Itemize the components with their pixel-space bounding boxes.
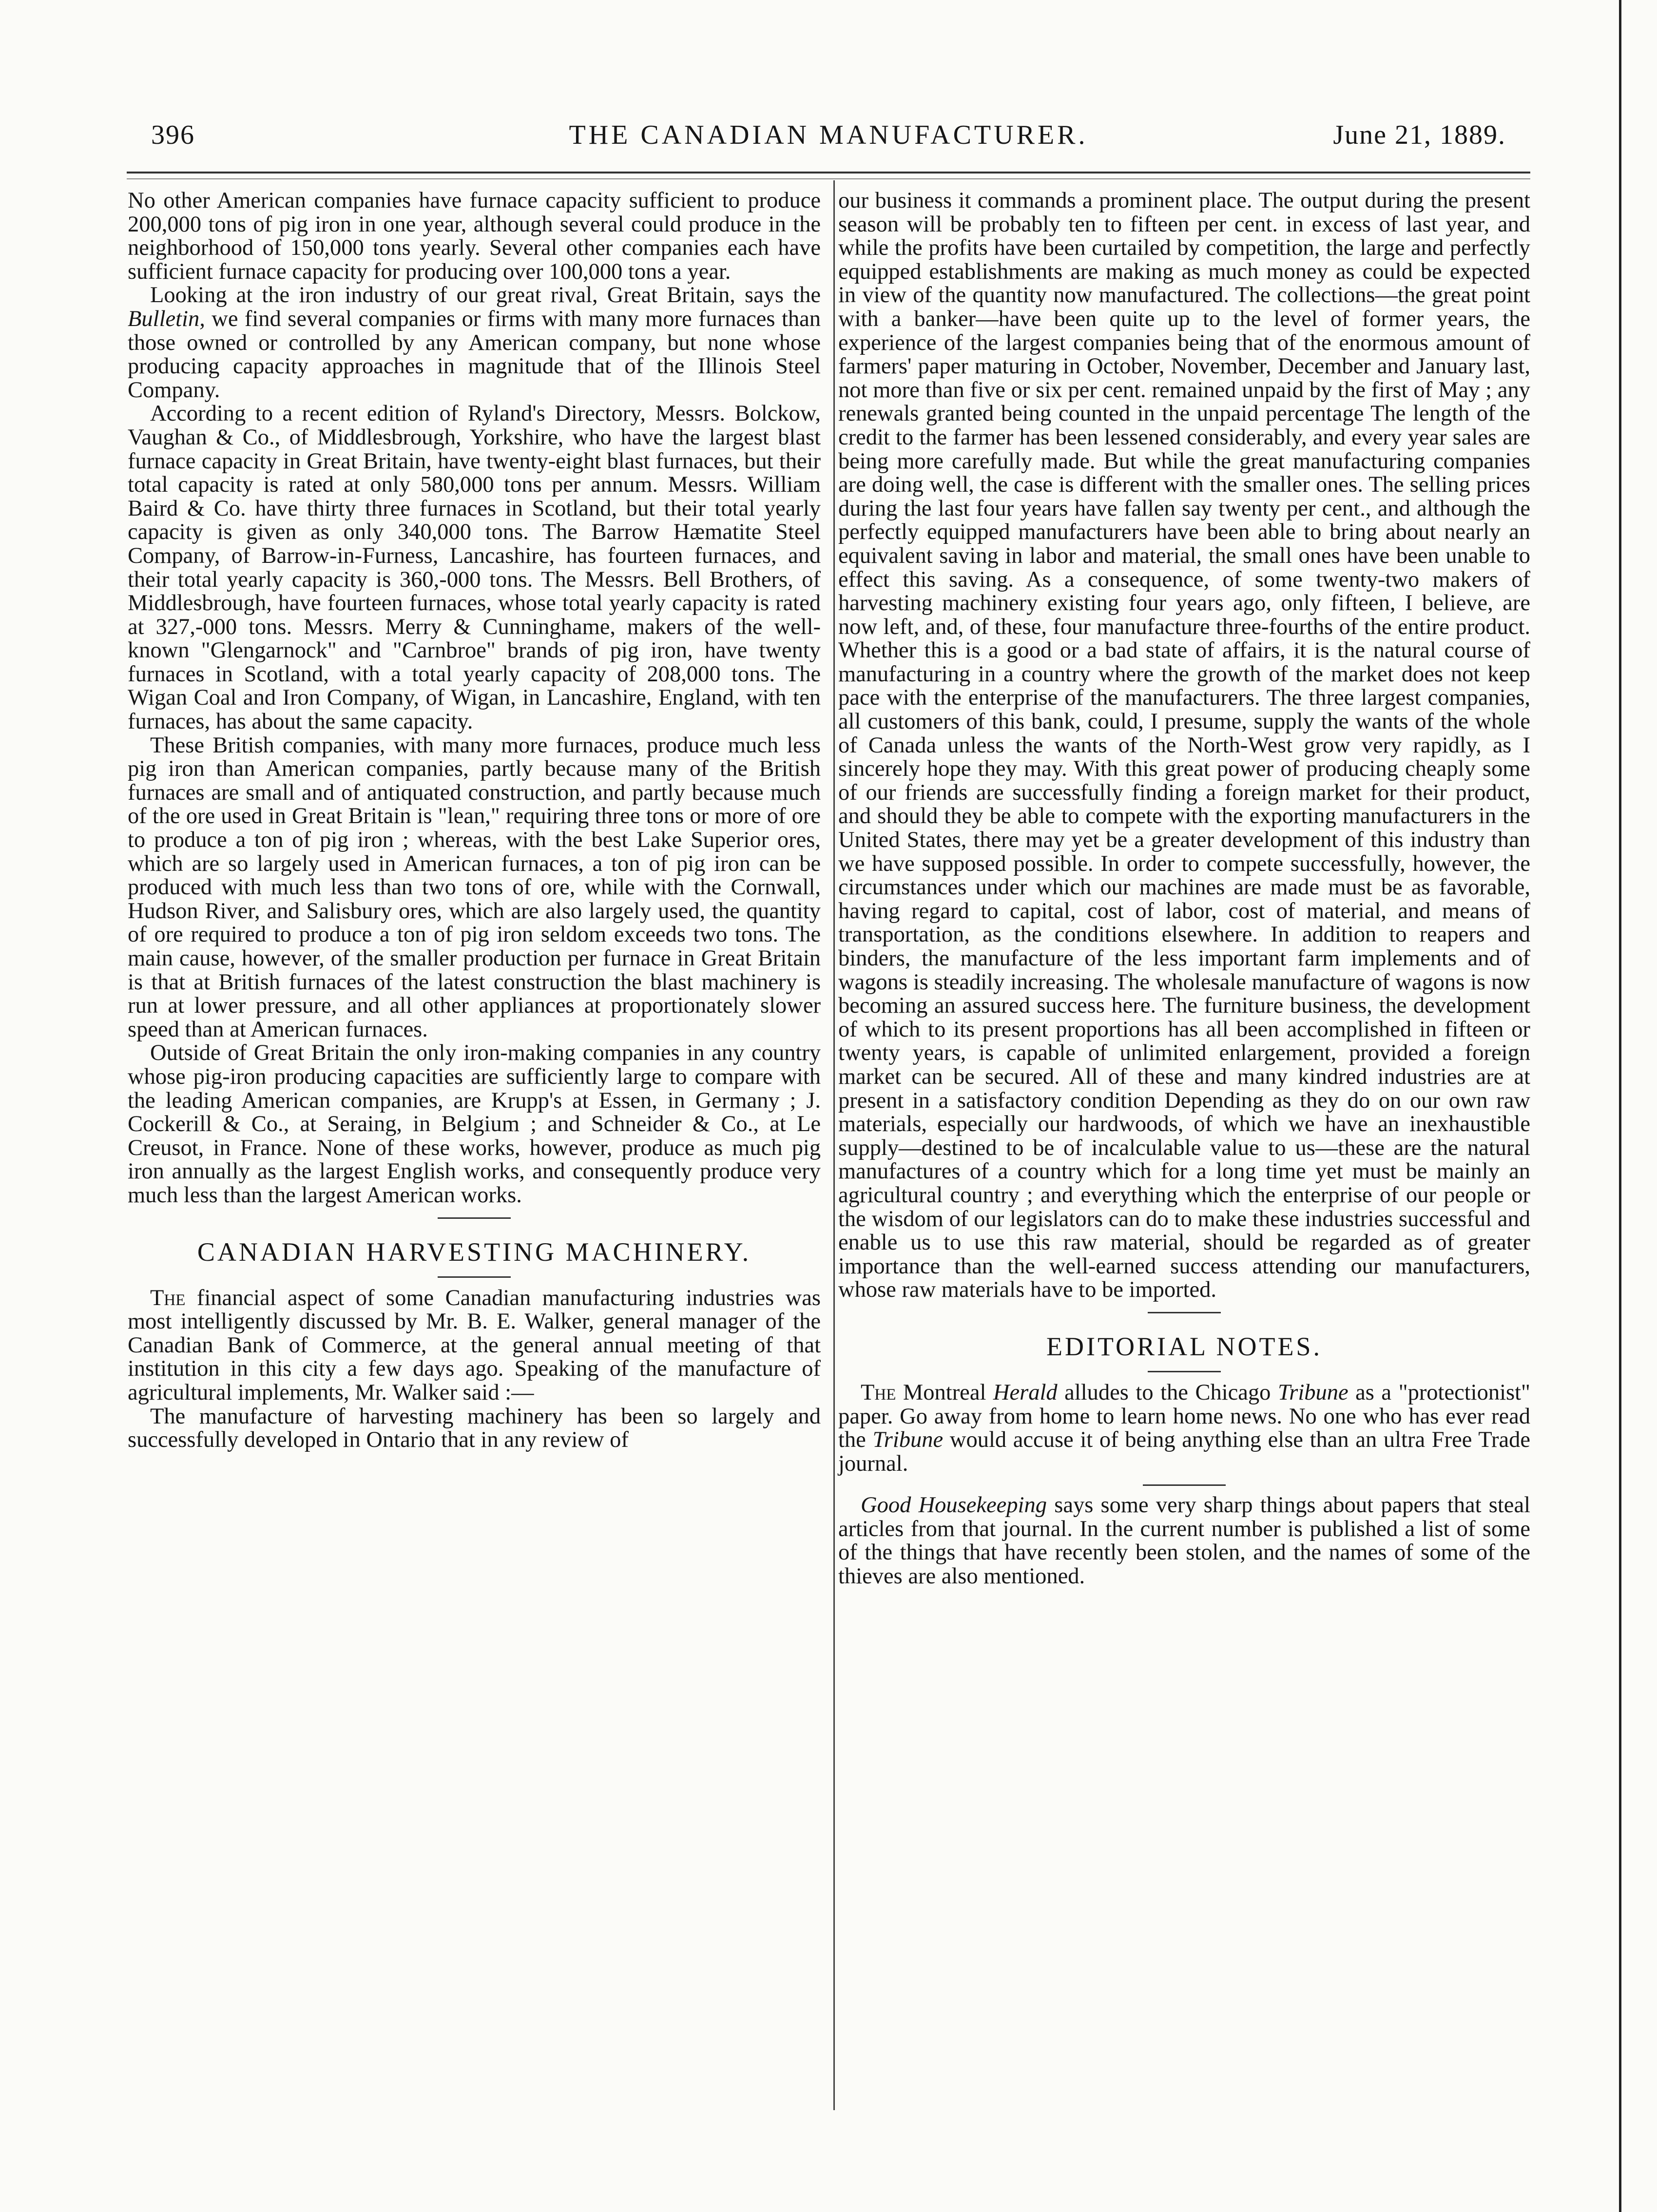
- lead-word: The: [861, 1380, 896, 1405]
- paragraph: Looking at the iron industry of our great rival, Great Britain, says the Bulletin, we find several companies or firms with many more furnaces than those owned or controlled by any American company, but none whose producing capacity approaches in magnitude that of the Illinois Steel Company.: [128, 283, 821, 403]
- paragraph: These British companies, with many more furnaces, produce much less pig iron than American companies, partly because many of the British furnaces are small and of antiquated construction, and partly because much of the ore used in Great Britain is "lean," requiring three tons or more of ore to produce a ton of pig iron ; whereas, with the best Lake Superior ores, which are so largely used in American furnaces, a ton of pig iron can be produced with much less than two tons of ore, while with the Cornwall, Hudson River, and Salisbury ores, which are also largely used, the quantity of ore required to produce a ton of pig iron seldom exceeds two tons. The main cause, however, of the smaller production per furnace in Great Britain is that at British furnaces of the latest construction the blast machinery is run at lower pressure, and all other appliances at proportionately slower speed than at American furnaces.: [128, 732, 821, 1042]
- editorial-note: The Montreal Herald alludes to the Chicago Tribune as a "protectionist" paper. Go away from home to learn home news. No one who has ever read the Tribune would accuse it of being anything else than an ultra Free Trade journal.: [838, 1380, 1531, 1476]
- section-title: CANADIAN HARVESTING MACHINERY.: [197, 1237, 751, 1267]
- page-edge: [1619, 0, 1621, 2212]
- left-column: [128, 189, 821, 1452]
- emphasis: Good Housekeeping: [861, 1493, 1047, 1518]
- lead-word: The: [150, 1285, 186, 1310]
- section-rule: [1148, 1371, 1221, 1372]
- paragraph: Outside of Great Britain the only iron-making companies in any country whose pig-iron producing capacities are sufficiently large to compare with the leading American companies, are Krupp's at Essen, in Germany ; J. Cockerill & Co., at Seraing, in Belgium ; and Schneider & Co., at Le Creusot, in France. None of these works, however, produce as much pig iron annually as the largest English works, and consequently produce very much less than the largest American works.: [128, 1040, 821, 1208]
- section-rule: [438, 1276, 511, 1278]
- header-rule-thin: [127, 178, 1530, 179]
- editorial-note: Good Housekeeping says some very sharp things about papers that steal articles from that journal. In the current number is published a list of some of the things that have recently been stolen, and the names of some of the thieves are also mentioned.: [838, 1493, 1531, 1589]
- paragraph: According to a recent edition of Ryland's Directory, Messrs. Bolckow, Vaughan & Co., of Middlesbrough, Yorkshire, who have the largest blast furnace capacity in Great Britain, have twenty-eight blast furnaces, but their total capacity is rated at only 580,000 tons per annum. Messrs. William Baird & Co. have thirty three furnaces in Scotland, but their total yearly capacity is given as only 340,000 tons. The Barrow Hæmatite Steel Company, of Barrow-in-Furness, Lancashire, has fourteen furnaces, and their total yearly capacity is 360,-000 tons. The Messrs. Bell Brothers, of Middlesbrough, have fourteen furnaces, whose total yearly capacity is rated at 327,-000 tons. Messrs. Merry & Cunninghame, makers of the well-known "Glengarnock" and "Carnbroe" brands of pig iron, have twenty furnaces in Scotland, with a total yearly capacity of 208,000 tons. The Wigan Coal and Iron Company, of Wigan, in Lancashire, England, with ten furnaces, has about the same capacity.: [128, 401, 821, 734]
- paragraph: The manufacture of harvesting machinery has been so largely and successfully developed in Ontario that in any review of: [128, 1404, 821, 1453]
- section-rule: [1148, 1312, 1221, 1313]
- note-separator: [1143, 1484, 1226, 1486]
- section-title: EDITORIAL NOTES.: [1046, 1331, 1322, 1361]
- emphasis: Bulletin,: [128, 306, 205, 331]
- paragraph: The financial aspect of some Canadian manufacturing industries was most intelligently discussed by Mr. B. E. Walker, general manager of the Canadian Bank of Commerce, at the general annual meeting of that institution in this city a few days ago. Speaking of the manufacture of agricultural implements, Mr. Walker said :—: [128, 1285, 821, 1405]
- right-column: [838, 189, 1530, 1589]
- column-divider: [833, 180, 835, 2110]
- paragraph: our business it commands a prominent place. The output during the present season will be probably ten to fifteen per cent. in excess of last year, and while the profits have been curtailed by competition, the large and perfectly equipped establishments are making as much money as could be expected in view of the quantity now manufactured. The collections—the great point with a banker—have been quite up to the level of former years, the experience of the largest companies being that of the enormous amount of farmers' paper maturing in October, November, December and January last, not more than five or six per cent. remained unpaid by the first of May ; any renewals granted being counted in the unpaid percentage The length of the credit to the farmer has been lessened considerably, and every year sales are being more carefully made. But while the great manufacturing companies are doing well, the case is different with the smaller ones. The selling prices during the last four years have fallen say twenty per cent., and although the perfectly equipped manufacturers have been able to bring about nearly an equivalent saving in labor and material, the small ones have been unable to effect this saving. As a consequence, of some twenty-two makers of harvesting machinery existing four years ago, only fifteen, I believe, are now left, and, of these, four manufacture three-fourths of the entire product. Whether this is a good or a bad state of affairs, it is the natural course of manufacturing in a country where the growth of the market does not keep pace with the enterprise of the manufacturers. The three largest companies, all customers of this bank, could, I presume, supply the wants of the whole of Canada unless the wants of the North-West grow very rapidly, as I sincerely hope they may. With this great power of producing cheaply some of our friends are successfully finding a foreign market for their product, and should they be able to compete with the exporting manufacturers in the United States, there may yet be a greater development of this industry than we have supposed possible. In order to compete successfully, however, the circumstances under which our machines are made must be as favorable, having regard to capital, cost of labor, cost of material, and means of transportation, as the conditions elsewhere. In addition to reapers and binders, the manufacture of the less important farm implements and of wagons is steadily increasing. The wholesale manufacture of wagons is now becoming an assured success here. The furniture business, the development of which to its present proportions has all been accomplished in fifteen or twenty years, is capable of unlimited enlargement, provided a foreign market can be secured. All of these and many kindred industries are at present in a satisfactory condition Depending as they do on our own raw materials, especially our hardwoods, of which we have an inexhaustible supply—destined to be of incalculable value to us—these are the natural manufactures of a country which for a long time yet must be mainly an agricultural country ; and everything which the enterprise of our people or the wisdom of our legislators can do to make these industries successful and enable us to use this raw material, should be regarded as of greater importance than the well-earned success attending our manufacturers, whose raw materials have to be imported.: [838, 188, 1530, 1303]
- issue-date: June 21, 1889.: [1333, 120, 1506, 150]
- page-header: [151, 110, 1506, 163]
- paragraph: No other American companies have furnace capacity sufficient to produce 200,000 tons of pig iron in one year, although several could produce in the neighborhood of 150,000 tons yearly. Several other companies each have sufficient furnace capacity for producing over 100,000 tons a year.: [128, 188, 821, 284]
- page-number: 396: [151, 120, 195, 150]
- masthead-title: THE CANADIAN MANUFACTURER.: [569, 120, 1088, 150]
- header-rule: [127, 172, 1530, 173]
- section-rule: [438, 1217, 511, 1219]
